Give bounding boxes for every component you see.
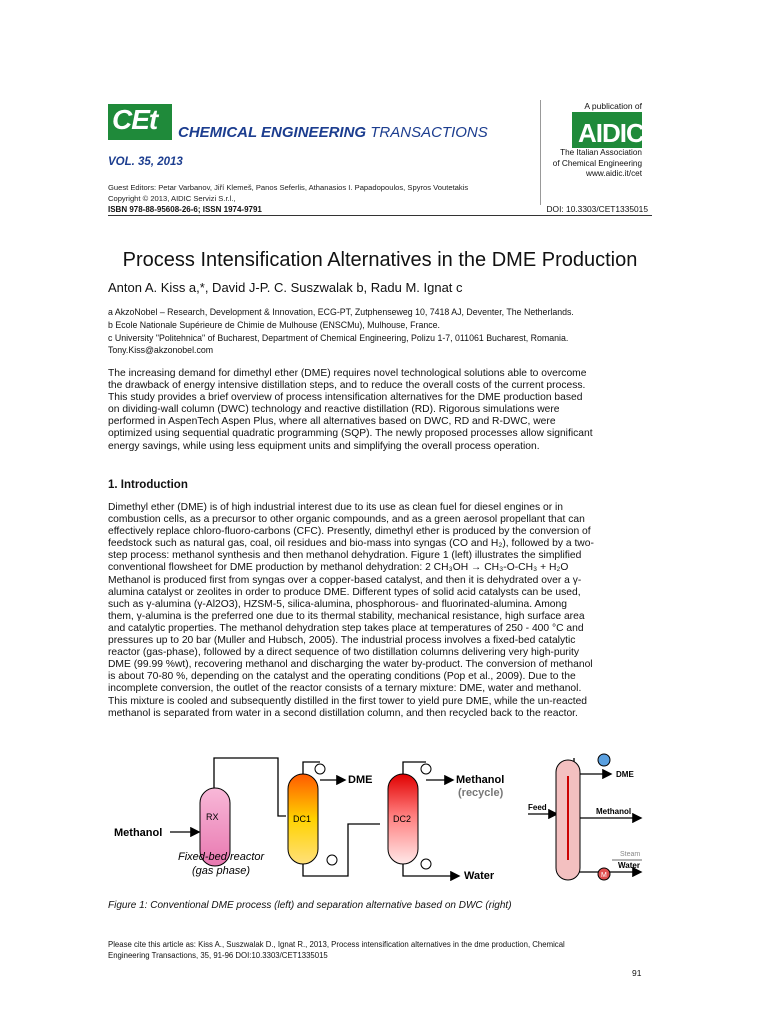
authors: Anton A. Kiss a,*, David J-P. C. Suszwalak b, Radu M. Ignat c — [108, 280, 463, 295]
reboiler-icon — [327, 855, 337, 865]
intro-line: feedstock such as natural gas, coal, oil residues and bio-mass into syngas (CO and H₂), followed by a two- — [108, 538, 594, 550]
label-reactor-type: Fixed-bed reactor — [178, 851, 265, 863]
intro-line: is about 70-80 %, depending on the catalyst and the operating conditions (Pop et al., 2009). Due to the — [108, 671, 576, 683]
label-recycle: (recycle) — [458, 787, 504, 799]
intro-line: reactor (gas-phase), followed by a direct sequence of two distillation columns delivering very high-purity — [108, 647, 580, 659]
cet-logo: CEt — [112, 104, 158, 135]
reboiler-icon — [421, 859, 431, 869]
aidic-logo: AIDIC — [578, 118, 644, 148]
affiliation-b: b Ecole Nationale Supérieure de Chimie de Mulhouse (ENSCMu), Mulhouse, France. — [108, 320, 441, 330]
intro-line: incomplete conversion, the outlet of the reactor consists of a ternary mixture: DME, water and methanol. — [108, 683, 582, 695]
abstract-line: on dividing-wall column (DWC) technology and reactive distillation (RD). Rigorous simulations were — [108, 404, 560, 416]
intro-line: effectively replace chloro-fluoro-carbons (CFC). Presently, dimethyl ether is produced by the conversion of — [108, 526, 591, 538]
abstract-line: This study provides a brief overview of process intensification alternatives for the DME production based — [108, 392, 583, 404]
label-methanol-feed: Methanol — [114, 827, 163, 839]
introduction-text — [108, 502, 658, 720]
section-heading: 1. Introduction — [108, 479, 188, 491]
journal-name-bold: CHEMICAL ENGINEERING — [178, 124, 367, 141]
intro-line: methanol is separated from water in a second distillation column, and then recycled back to the reactor. — [108, 707, 578, 719]
label-dc2: DC2 — [393, 814, 412, 824]
intro-line: combustion cells, as a precursor to other organic compounds, and as a green aerosol propellant that can — [108, 514, 585, 526]
dwc-label-steam: Steam — [620, 851, 641, 858]
intro-line: step process: methanol synthesis and then methanol dehydration. Figure 1 (left) illustrates the simplified — [108, 550, 582, 562]
intro-line: DME (99.99 %wt), recovering methanol and discharging the water by-product. The conversion of methanol — [108, 659, 593, 671]
process-flowsheet-figure — [108, 752, 668, 892]
dwc-label-dme: DME — [616, 770, 634, 779]
abstract — [108, 368, 658, 453]
label-gas-phase: (gas phase) — [192, 865, 251, 877]
label-rx: RX — [206, 812, 219, 822]
journal-name — [178, 124, 488, 141]
label-water: Water — [464, 870, 495, 882]
dwc-label-methanol: Methanol — [596, 807, 632, 816]
affiliation-a: a AkzoNobel – Research, Development & Innovation, ECG-PT, Zutphenseweg 10, 7418 AJ, Deventer, The Netherlands. — [108, 307, 574, 317]
dwc-condenser-icon — [598, 754, 610, 766]
intro-line: This mixture is cooled and subsequently distilled in the first tower to yield pure DME, while the un-reacted — [108, 695, 588, 707]
abstract-line: performed in AspenTech Aspen Plus, where all alternatives based on DWC, RD and R-DWC, were — [108, 416, 556, 428]
intro-line: such as γ-alumina (γ-Al2O3), HZSM-5, silica-alumina, phosphorous- and fluorinated-alumina. Among — [108, 598, 567, 610]
doi: DOI: 10.3303/CET1335015 — [546, 204, 648, 214]
publication-of: A publication of — [584, 101, 642, 111]
abstract-line: The increasing demand for dimethyl ether (DME) requires novel technological solutions able to overcome — [108, 368, 587, 379]
volume: VOL. 35, 2013 — [108, 156, 183, 168]
aidic-line1: The Italian Association — [560, 148, 642, 157]
intro-line: Methanol is produced first from syngas over a copper-based catalyst, and then it is dehydrated over a γ- — [108, 574, 582, 586]
intro-line: and catalytic properties. The methanol dehydration step takes place at temperatures of 250 - 400 °C and — [108, 622, 584, 634]
copyright-line: Copyright © 2013, AIDIC Servizi S.r.l., — [108, 194, 236, 203]
dwc-label-feed: Feed — [528, 803, 547, 812]
author-email[interactable]: Tony.Kiss@akzonobel.com — [108, 345, 214, 355]
editors-line: Guest Editors: Petar Varbanov, Jiří Klemeš, Panos Seferlis, Athanasios I. Papadopoulos, Spyros Voutetakis — [108, 183, 469, 192]
isbn-line: ISBN 978-88-95608-26-6; ISSN 1974-9791 — [108, 205, 262, 214]
intro-line: pressures up to 20 bar (Muller and Hubsch, 2005). The industrial process involves a fixed-bed catalytic — [108, 635, 576, 647]
intro-line: conventional flowsheet for DME production by methanol dehydration: 2 CH₃OH → CH₃-O-CH₃ + H₂O — [108, 562, 569, 574]
dwc-label-m: M — [601, 872, 607, 879]
abstract-line: energy savings, while using less equipment units and simplifying the overall process operation. — [108, 440, 540, 452]
abstract-line: the drawback of energy intensive distillation steps, and to reduce the overall costs of the current process. — [108, 380, 586, 392]
condenser-icon — [421, 764, 431, 774]
citation — [108, 939, 652, 961]
dwc-label-water: Water — [618, 861, 640, 870]
paper-title: Process Intensification Alternatives in the DME Production — [122, 249, 638, 271]
aidic-line2: of Chemical Engineering — [552, 158, 642, 168]
abstract-line: optimized using sequential quadratic programming (SQP). The newly proposed processes allow significant — [108, 428, 593, 440]
editors-block — [108, 182, 468, 204]
label-dc1: DC1 — [293, 814, 312, 824]
aidic-info — [530, 148, 642, 180]
condenser-icon — [315, 764, 325, 774]
page-number: 91 — [632, 968, 642, 978]
label-dme: DME — [348, 774, 373, 786]
intro-line: alumina catalyst or zeolites in order to produce DME. Different types of solid acid catalysts can be used, — [108, 586, 581, 598]
journal-name-light: TRANSACTIONS — [370, 124, 488, 141]
header-rule — [108, 215, 652, 216]
citation-line: Engineering Transactions, 35, 91-96 DOI:10.3303/CET1335015 — [108, 951, 328, 960]
intro-line: Dimethyl ether (DME) is of high industrial interest due to its use as clean fuel for diesel engines or in — [108, 502, 563, 513]
intro-line: them, γ-alumina is the preferred one due to its thermal stability, mechanical resistance, high surface area — [108, 610, 585, 622]
label-methanol-recycle: Methanol — [456, 774, 505, 786]
figure-caption: Figure 1: Conventional DME process (left) and separation alternative based on DWC (right) — [108, 900, 512, 911]
citation-line: Please cite this article as: Kiss A., Suszwalak D., Ignat R., 2013, Process intensification alternatives in the dme production, Chemical — [108, 940, 565, 949]
affiliation-c: c University "Politehnica" of Bucharest, Department of Chemical Engineering, Polizu 1-7, 011061 Bucharest, Romania. — [108, 333, 569, 343]
aidic-url[interactable]: www.aidic.it/cet — [586, 169, 642, 178]
